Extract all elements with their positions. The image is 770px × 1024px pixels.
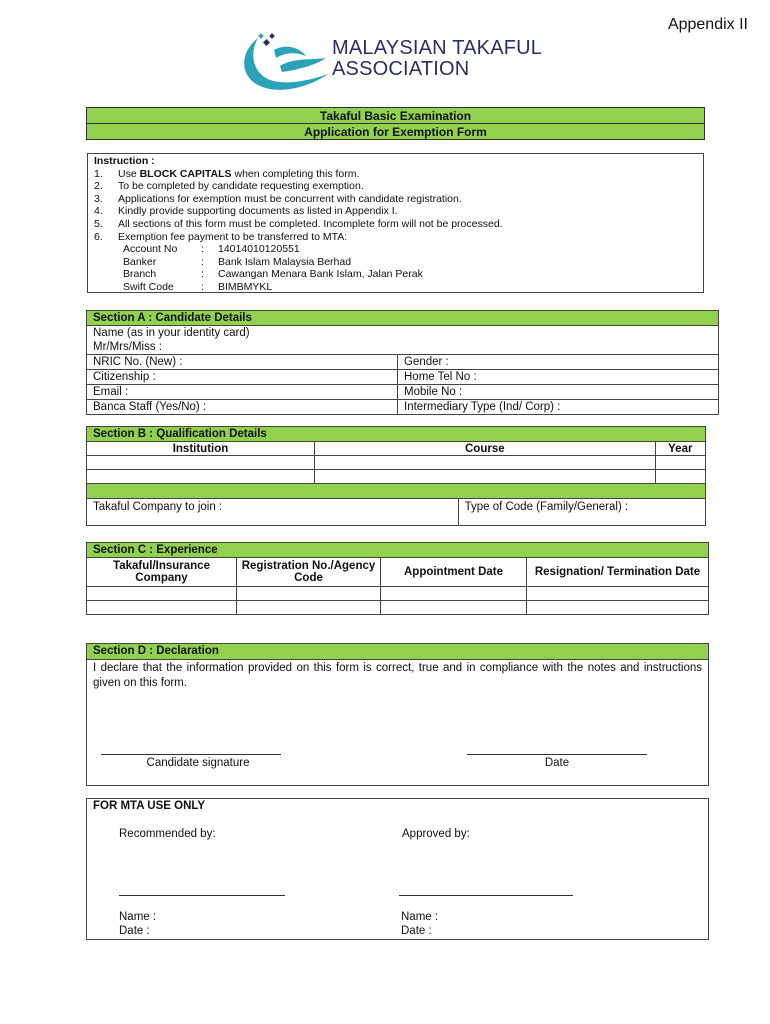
citizenship-field[interactable]: Citizenship : — [87, 370, 398, 385]
instruction-number: 5. — [94, 217, 103, 230]
instructions-heading: Instruction : — [94, 155, 155, 167]
col-year: Year — [655, 442, 705, 456]
bank-detail-row — [94, 243, 703, 256]
bank-detail-value: BIMBMYKL — [218, 280, 273, 293]
type-of-code-field[interactable]: Type of Code (Family/General) : — [458, 499, 705, 526]
logo-wordmark — [332, 38, 542, 80]
instruction-item — [94, 231, 703, 244]
col-course: Course — [315, 442, 656, 456]
bank-detail-value: Bank Islam Malaysia Berhad — [218, 255, 352, 268]
instruction-text: Applications for exemption must be concurrent with candidate registration. — [118, 192, 462, 205]
instruction-number: 6. — [94, 230, 103, 243]
instruction-number: 4. — [94, 205, 103, 218]
mobile-field[interactable]: Mobile No : — [398, 385, 719, 400]
section-d-title: Section D : Declaration — [87, 644, 708, 660]
experience-cell[interactable] — [381, 601, 527, 615]
section-a-table — [86, 310, 719, 415]
intermediary-type-field[interactable]: Intermediary Type (Ind/ Corp) : — [398, 400, 719, 415]
bank-detail-key: Swift Code — [123, 280, 174, 293]
instruction-text: Use BLOCK CAPITALS when completing this form. — [118, 167, 360, 180]
candidate-signature-label: Candidate signature — [146, 757, 250, 769]
recommended-signature-line[interactable] — [119, 895, 285, 896]
section-b-table — [86, 426, 706, 526]
year-cell[interactable] — [655, 456, 705, 470]
instruction-number: 1. — [94, 167, 103, 180]
instruction-text: All sections of this form must be completed. Incomplete form will not be processed. — [118, 217, 503, 230]
bank-detail-colon: : — [201, 243, 204, 256]
experience-cell[interactable] — [87, 587, 237, 601]
mta-use-only-box — [86, 798, 709, 940]
instruction-number: 2. — [94, 180, 103, 193]
instruction-item — [94, 193, 703, 206]
experience-cell[interactable] — [527, 587, 709, 601]
experience-cell[interactable] — [527, 601, 709, 615]
year-cell[interactable] — [655, 470, 705, 484]
form-title: Takaful Basic Examination — [87, 108, 705, 124]
form-title-block — [86, 107, 705, 140]
institution-cell[interactable] — [87, 456, 315, 470]
experience-cell[interactable] — [87, 601, 237, 615]
experience-cell[interactable] — [381, 587, 527, 601]
col-registration: Registration No./Agency Code — [237, 558, 381, 587]
bank-detail-row — [94, 268, 703, 281]
takaful-company-field[interactable]: Takaful Company to join : — [87, 499, 459, 526]
date-line[interactable] — [467, 754, 647, 755]
col-institution: Institution — [87, 442, 315, 456]
instruction-text: Kindly provide supporting documents as listed in Appendix I. — [118, 205, 398, 218]
instruction-item — [94, 205, 703, 218]
bank-detail-key: Account No — [123, 243, 178, 256]
instruction-item — [94, 180, 703, 193]
logo-line-2: ASSOCIATION — [332, 58, 470, 80]
section-b-divider — [87, 484, 706, 499]
bank-detail-colon: : — [201, 280, 204, 293]
approved-signature-line[interactable] — [399, 895, 573, 896]
mta-logo-icon — [236, 28, 332, 96]
nric-field[interactable]: NRIC No. (New) : — [87, 355, 398, 370]
salutation-field[interactable]: Mr/Mrs/Miss : — [87, 340, 719, 355]
name-field[interactable]: Name (as in your identity card) — [87, 326, 719, 341]
course-cell[interactable] — [315, 470, 656, 484]
section-d-declaration — [86, 643, 709, 786]
course-cell[interactable] — [315, 456, 656, 470]
recommended-by-label: Recommended by: — [119, 828, 216, 840]
experience-cell[interactable] — [237, 601, 381, 615]
instruction-number: 3. — [94, 192, 103, 205]
mta-title: FOR MTA USE ONLY — [93, 800, 206, 812]
recommended-name-label: Name : — [119, 911, 157, 923]
instruction-item — [94, 168, 703, 181]
section-c-title: Section C : Experience — [87, 543, 709, 558]
signature-line[interactable] — [101, 754, 281, 755]
date-label: Date — [544, 757, 570, 769]
bank-detail-row — [94, 256, 703, 269]
section-c-table — [86, 542, 709, 615]
appendix-label: Appendix II — [667, 16, 748, 33]
bank-detail-key: Branch — [123, 268, 157, 281]
col-appointment-date: Appointment Date — [381, 558, 527, 587]
declaration-text: I declare that the information provided on this form is correct, true and in compliance with the notes and instructions given on this form. — [93, 662, 702, 689]
instruction-text: Exemption fee payment to be transferred to MTA: — [118, 230, 348, 243]
banca-staff-field[interactable]: Banca Staff (Yes/No) : — [87, 400, 398, 415]
approved-by-label: Approved by: — [402, 828, 470, 840]
section-a-title: Section A : Candidate Details — [87, 311, 719, 326]
experience-cell[interactable] — [237, 587, 381, 601]
approved-name-label: Name : — [401, 911, 439, 923]
col-resignation-date: Resignation/ Termination Date — [527, 558, 709, 587]
bank-detail-colon: : — [201, 255, 204, 268]
instruction-item — [94, 218, 703, 231]
home-tel-field[interactable]: Home Tel No : — [398, 370, 719, 385]
section-b-title: Section B : Qualification Details — [87, 427, 706, 442]
bank-detail-key: Banker — [123, 255, 157, 268]
instructions-box — [87, 153, 704, 293]
col-company: Takaful/Insurance Company — [87, 558, 237, 587]
approved-date-label: Date : — [401, 925, 432, 937]
bank-detail-colon: : — [201, 268, 204, 281]
institution-cell[interactable] — [87, 470, 315, 484]
instruction-emphasis: BLOCK CAPITALS — [139, 167, 232, 180]
bank-detail-value: Cawangan Menara Bank Islam, Jalan Perak — [218, 268, 423, 281]
logo-line-1: MALAYSIAN TAKAFUL — [332, 37, 543, 59]
bank-detail-value: 14014010120551 — [218, 243, 300, 256]
form-subtitle: Application for Exemption Form — [87, 124, 705, 140]
gender-field[interactable]: Gender : — [398, 355, 719, 370]
bank-detail-row — [94, 281, 703, 294]
email-field[interactable]: Email : — [87, 385, 398, 400]
instruction-text: To be completed by candidate requesting exemption. — [118, 180, 364, 193]
recommended-date-label: Date : — [119, 925, 150, 937]
